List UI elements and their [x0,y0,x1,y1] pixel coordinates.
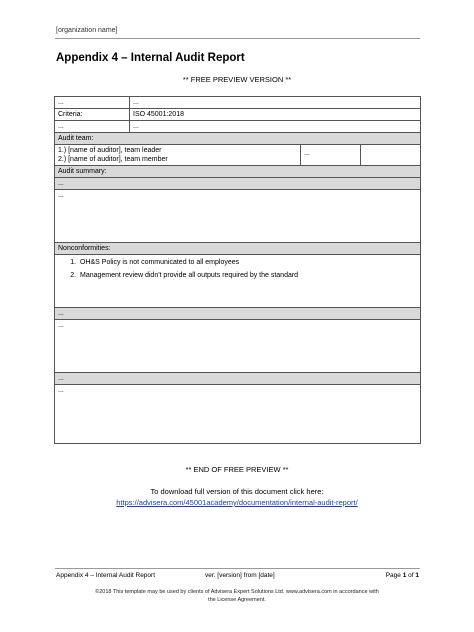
team-member-1: 1.) [name of auditor], team leader [58,147,162,154]
audit-summary-subheader: ... [55,178,421,190]
table-row [55,133,421,145]
nonconformities-list [58,256,417,282]
criteria-label: Criteria: [55,109,130,121]
cell-value: ... [130,121,421,133]
download-link[interactable]: https://advisera.com/45001academy/documentation/internal-audit-report/ [116,498,358,507]
copyright-notice: ©2018 This template may be used by clients of Advisera Expert Solutions Ltd. www.advisera.com in accordance with the License Agreement. [95,589,379,603]
document-title: Appendix 4 – Internal Audit Report [56,52,245,64]
table-row [55,178,421,190]
list-item: 1. OH&S Policy is not communicated to all employees [78,256,417,269]
cell-label: ... [55,121,130,133]
table-row [55,145,421,166]
audit-summary-header: Audit summary: [55,166,421,178]
section-body: ... [55,320,421,373]
table-row [55,243,421,255]
team-extra-cell: ... [301,145,361,166]
section-header: ... [55,373,421,385]
cell-label: ... [55,97,130,109]
nonconformities-header: Nonconformities: [55,243,421,255]
footer-version: ver. [version] from [date] [205,572,275,579]
header-divider [55,38,420,39]
audit-team-header: Audit team: [55,133,421,145]
footer-page-number [386,572,419,579]
table-row [55,190,421,243]
page-prefix: Page [385,572,403,579]
table-row [55,166,421,178]
table-row [55,308,421,320]
table-row [55,121,421,133]
table-row [55,373,421,385]
table-row [55,385,421,444]
section-body: ... [55,385,421,444]
team-empty-cell [361,145,421,166]
team-member-2: 2.) [name of auditor], team member [58,156,168,163]
table-row [55,255,421,308]
table-row [55,97,421,109]
page-of: of [406,572,416,579]
list-item: 2. Management review didn't provide all outputs required by the standard [78,269,417,282]
page-current: 1 [402,572,407,579]
free-preview-label: ** FREE PREVIEW VERSION ** [182,75,292,84]
cell-value: ... [130,97,421,109]
nonconformities-body [55,255,421,308]
criteria-value: ISO 45001:2018 [130,109,421,121]
audit-report-table [54,96,421,444]
end-preview-label: ** END OF FREE PREVIEW ** [185,465,289,474]
page-total: 1 [415,572,419,579]
download-instructions: To download full version of this document click here: [150,487,324,496]
table-row [55,109,421,121]
organization-name: [organization name] [56,27,118,34]
footer-document-name: Appendix 4 – Internal Audit Report [56,572,156,579]
section-header: ... [55,308,421,320]
table-row [55,320,421,373]
audit-team-members [55,145,301,166]
footer-divider [55,568,420,569]
audit-summary-body: ... [55,190,421,243]
